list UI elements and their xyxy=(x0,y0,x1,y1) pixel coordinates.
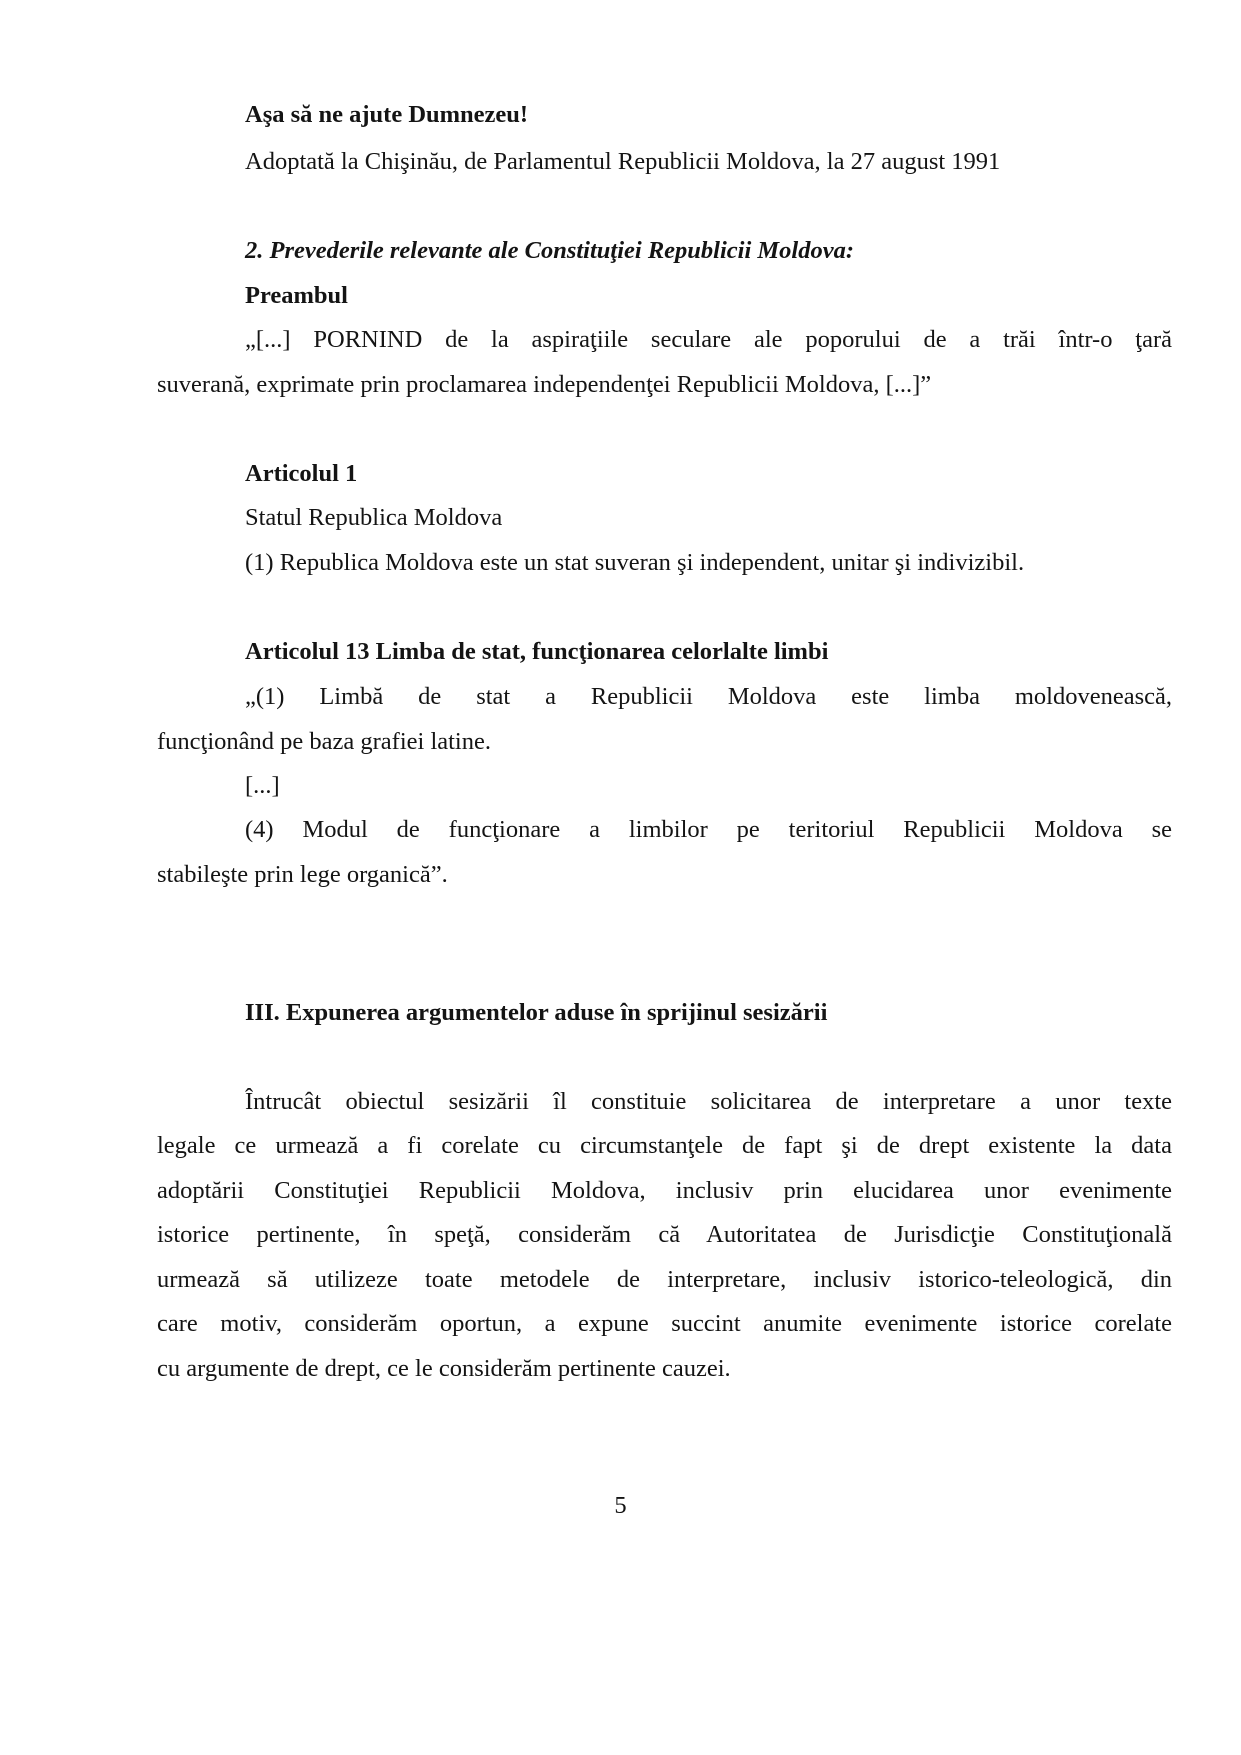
closing-heading: Aşa să ne ajute Dumnezeu! xyxy=(245,101,529,128)
preamble-title: Preambul xyxy=(245,282,348,309)
article-13-line-1: „(1) Limbă de stat a Republicii Moldova este limba moldovenească, xyxy=(245,683,1172,710)
section-3-heading: III. Expunerea argumentelor aduse în sprijinul sesizării xyxy=(245,999,828,1026)
article-13-ellipsis: [...] xyxy=(245,772,280,799)
section-2-heading: 2. Prevederile relevante ale Constituţiei Republicii Moldova: xyxy=(245,237,855,264)
body-line-2: legale ce urmează a fi corelate cu circumstanţele de fapt şi de drept existente la data xyxy=(157,1132,1172,1159)
body-line-3: adoptării Constituţiei Republicii Moldova, inclusiv prin elucidarea unor evenimente xyxy=(157,1177,1172,1204)
article-1-title: Articolul 1 xyxy=(245,460,358,487)
adoption-line: Adoptată la Chişinău, de Parlamentul Republicii Moldova, la 27 august 1991 xyxy=(245,148,1001,175)
body-line-1: Întrucât obiectul sesizării îl constituie solicitarea de interpretare a unor texte xyxy=(245,1088,1172,1115)
page-number: 5 xyxy=(614,1492,627,1519)
article-13-line-5: stabileşte prin lege organică”. xyxy=(157,861,448,888)
body-line-6: care motiv, considerăm oportun, a expune succint anumite evenimente istorice corelate xyxy=(157,1310,1172,1337)
article-13-line-2: funcţionând pe baza grafiei latine. xyxy=(157,728,491,755)
article-13-line-4: (4) Modul de funcţionare a limbilor pe teritoriul Republicii Moldova se xyxy=(245,816,1172,843)
article-1-subtitle: Statul Republica Moldova xyxy=(245,504,503,531)
body-line-4: istorice pertinente, în speţă, considerăm că Autoritatea de Jurisdicţie Constituţională xyxy=(157,1221,1172,1248)
preamble-line-2: suverană, exprimate prin proclamarea independenţei Republicii Moldova, [...]” xyxy=(157,371,932,398)
preamble-line-1: „[...] PORNIND de la aspiraţiile seculare ale poporului de a trăi într-o ţară xyxy=(245,326,1172,353)
article-1-paragraph: (1) Republica Moldova este un stat suveran şi independent, unitar şi indivizibil. xyxy=(245,549,1025,576)
body-line-5: urmează să utilizeze toate metodele de interpretare, inclusiv istorico-teleologică, din xyxy=(157,1266,1172,1293)
body-line-7: cu argumente de drept, ce le considerăm pertinente cauzei. xyxy=(157,1355,731,1382)
article-13-title: Articolul 13 Limba de stat, funcţionarea celorlalte limbi xyxy=(245,638,829,665)
